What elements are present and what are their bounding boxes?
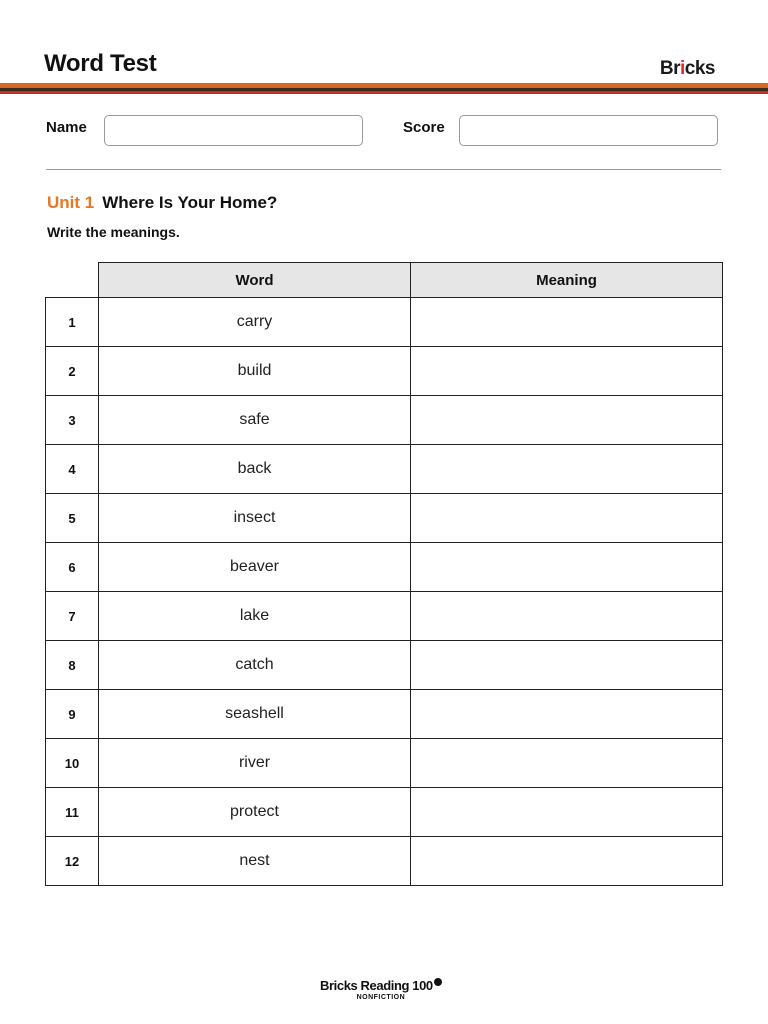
vocab-word: lake xyxy=(99,592,411,641)
row-number: 6 xyxy=(46,543,99,592)
meaning-answer-cell[interactable] xyxy=(411,739,723,788)
row-number: 8 xyxy=(46,641,99,690)
table-header-row xyxy=(46,263,723,298)
table-row xyxy=(46,690,723,739)
word-column-header: Word xyxy=(99,263,411,298)
row-number: 7 xyxy=(46,592,99,641)
row-number: 5 xyxy=(46,494,99,543)
level-badge-icon xyxy=(434,978,442,986)
footer-series-line xyxy=(320,978,442,992)
meaning-column-header: Meaning xyxy=(411,263,723,298)
table-row xyxy=(46,837,723,886)
vocab-word: back xyxy=(99,445,411,494)
unit-number: Unit 1 xyxy=(47,193,95,212)
footer-series: Bricks Reading 100 xyxy=(320,978,433,993)
brand-logo xyxy=(660,58,715,80)
meaning-answer-cell[interactable] xyxy=(411,543,723,592)
row-number: 11 xyxy=(46,788,99,837)
vocab-word: nest xyxy=(99,837,411,886)
table-row xyxy=(46,494,723,543)
vocab-word: protect xyxy=(99,788,411,837)
table-row xyxy=(46,298,723,347)
table-row xyxy=(46,445,723,494)
word-table xyxy=(45,262,723,886)
brand-text-accent: i xyxy=(680,58,685,79)
meaning-answer-cell[interactable] xyxy=(411,641,723,690)
unit-heading xyxy=(47,193,277,213)
table-row xyxy=(46,543,723,592)
score-label: Score xyxy=(403,119,445,136)
vocab-word: catch xyxy=(99,641,411,690)
name-field[interactable] xyxy=(104,115,363,146)
meaning-answer-cell[interactable] xyxy=(411,494,723,543)
table-row xyxy=(46,592,723,641)
table-row xyxy=(46,396,723,445)
name-label: Name xyxy=(46,119,87,136)
vocab-word: insect xyxy=(99,494,411,543)
row-number: 2 xyxy=(46,347,99,396)
row-number: 10 xyxy=(46,739,99,788)
table-row xyxy=(46,641,723,690)
header-stripe-red xyxy=(0,91,768,94)
vocab-word: safe xyxy=(99,396,411,445)
vocab-word: beaver xyxy=(99,543,411,592)
row-number: 12 xyxy=(46,837,99,886)
footer-logo xyxy=(320,978,442,1001)
meaning-answer-cell[interactable] xyxy=(411,690,723,739)
vocab-word: build xyxy=(99,347,411,396)
row-number: 4 xyxy=(46,445,99,494)
brand-text-start: Br xyxy=(659,58,681,79)
meaning-answer-cell[interactable] xyxy=(411,445,723,494)
vocab-word: carry xyxy=(99,298,411,347)
row-number: 9 xyxy=(46,690,99,739)
header-blank-cell xyxy=(46,263,99,298)
table-row xyxy=(46,347,723,396)
meaning-answer-cell[interactable] xyxy=(411,396,723,445)
vocab-word: river xyxy=(99,739,411,788)
brand-text-end: cks xyxy=(684,58,715,79)
table-row xyxy=(46,739,723,788)
meaning-answer-cell[interactable] xyxy=(411,788,723,837)
divider xyxy=(46,169,721,170)
instruction-text: Write the meanings. xyxy=(47,224,180,240)
row-number: 3 xyxy=(46,396,99,445)
vocab-word: seashell xyxy=(99,690,411,739)
meaning-answer-cell[interactable] xyxy=(411,347,723,396)
page-title: Word Test xyxy=(44,50,157,77)
table-row xyxy=(46,788,723,837)
meaning-answer-cell[interactable] xyxy=(411,298,723,347)
meaning-answer-cell[interactable] xyxy=(411,837,723,886)
unit-title: Where Is Your Home? xyxy=(102,193,278,212)
table-body xyxy=(46,298,723,886)
footer-subtitle: NONFICTION xyxy=(356,994,406,1001)
row-number: 1 xyxy=(46,298,99,347)
score-field[interactable] xyxy=(459,115,718,146)
meaning-answer-cell[interactable] xyxy=(411,592,723,641)
